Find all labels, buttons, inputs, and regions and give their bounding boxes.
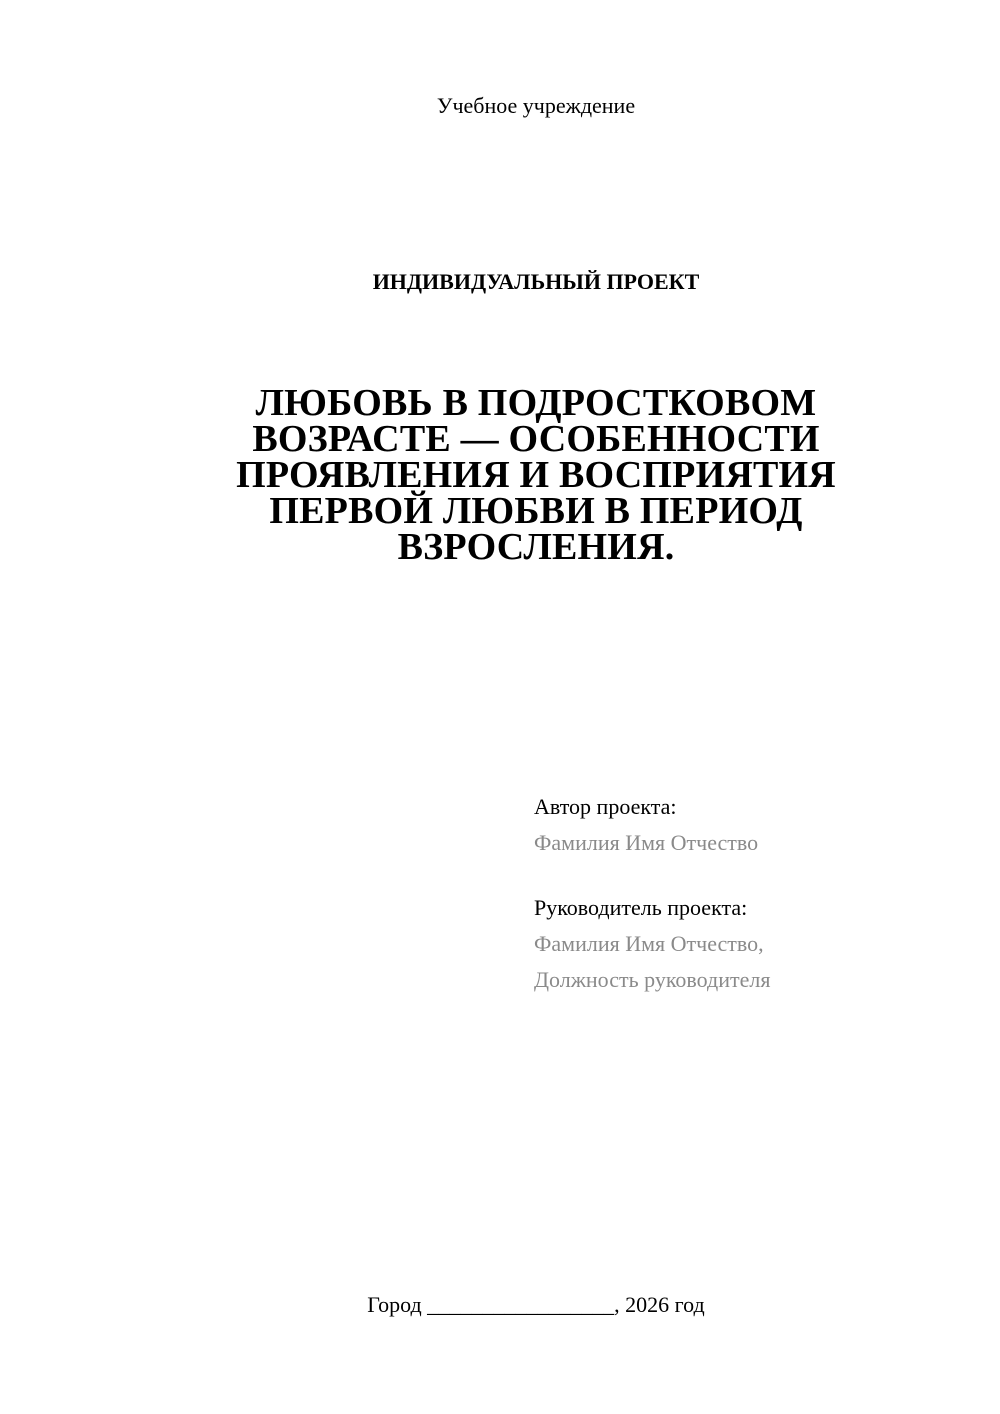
author-name: Фамилия Имя Отчество [534, 830, 759, 855]
project-title-line: ВОЗРАСТЕ — ОСОБЕННОСТИ [252, 418, 820, 460]
document-type: ИНДИВИДУАЛЬНЫЙ ПРОЕКТ [372, 269, 700, 294]
project-title-line: ПРОЯВЛЕНИЯ И ВОСПРИЯТИЯ [236, 454, 836, 496]
authors-block [534, 789, 974, 998]
author-label: Автор проекта: [534, 794, 677, 819]
spacer [534, 861, 974, 890]
city-year-footer: Город _________________, 2026 год [367, 1292, 705, 1317]
project-title-line: ЛЮБОВЬ В ПОДРОСТКОВОМ [255, 382, 817, 424]
supervisor-position: Должность руководителя [534, 967, 771, 992]
institution-name: Учебное учреждение [436, 93, 636, 118]
supervisor-name: Фамилия Имя Отчество, [534, 931, 764, 956]
project-title-line: ВЗРОСЛЕНИЯ. [397, 526, 675, 568]
project-title [200, 382, 872, 568]
project-title-line: ПЕРВОЙ ЛЮБВИ В ПЕРИОД [269, 490, 803, 532]
supervisor-label: Руководитель проекта: [534, 895, 748, 920]
